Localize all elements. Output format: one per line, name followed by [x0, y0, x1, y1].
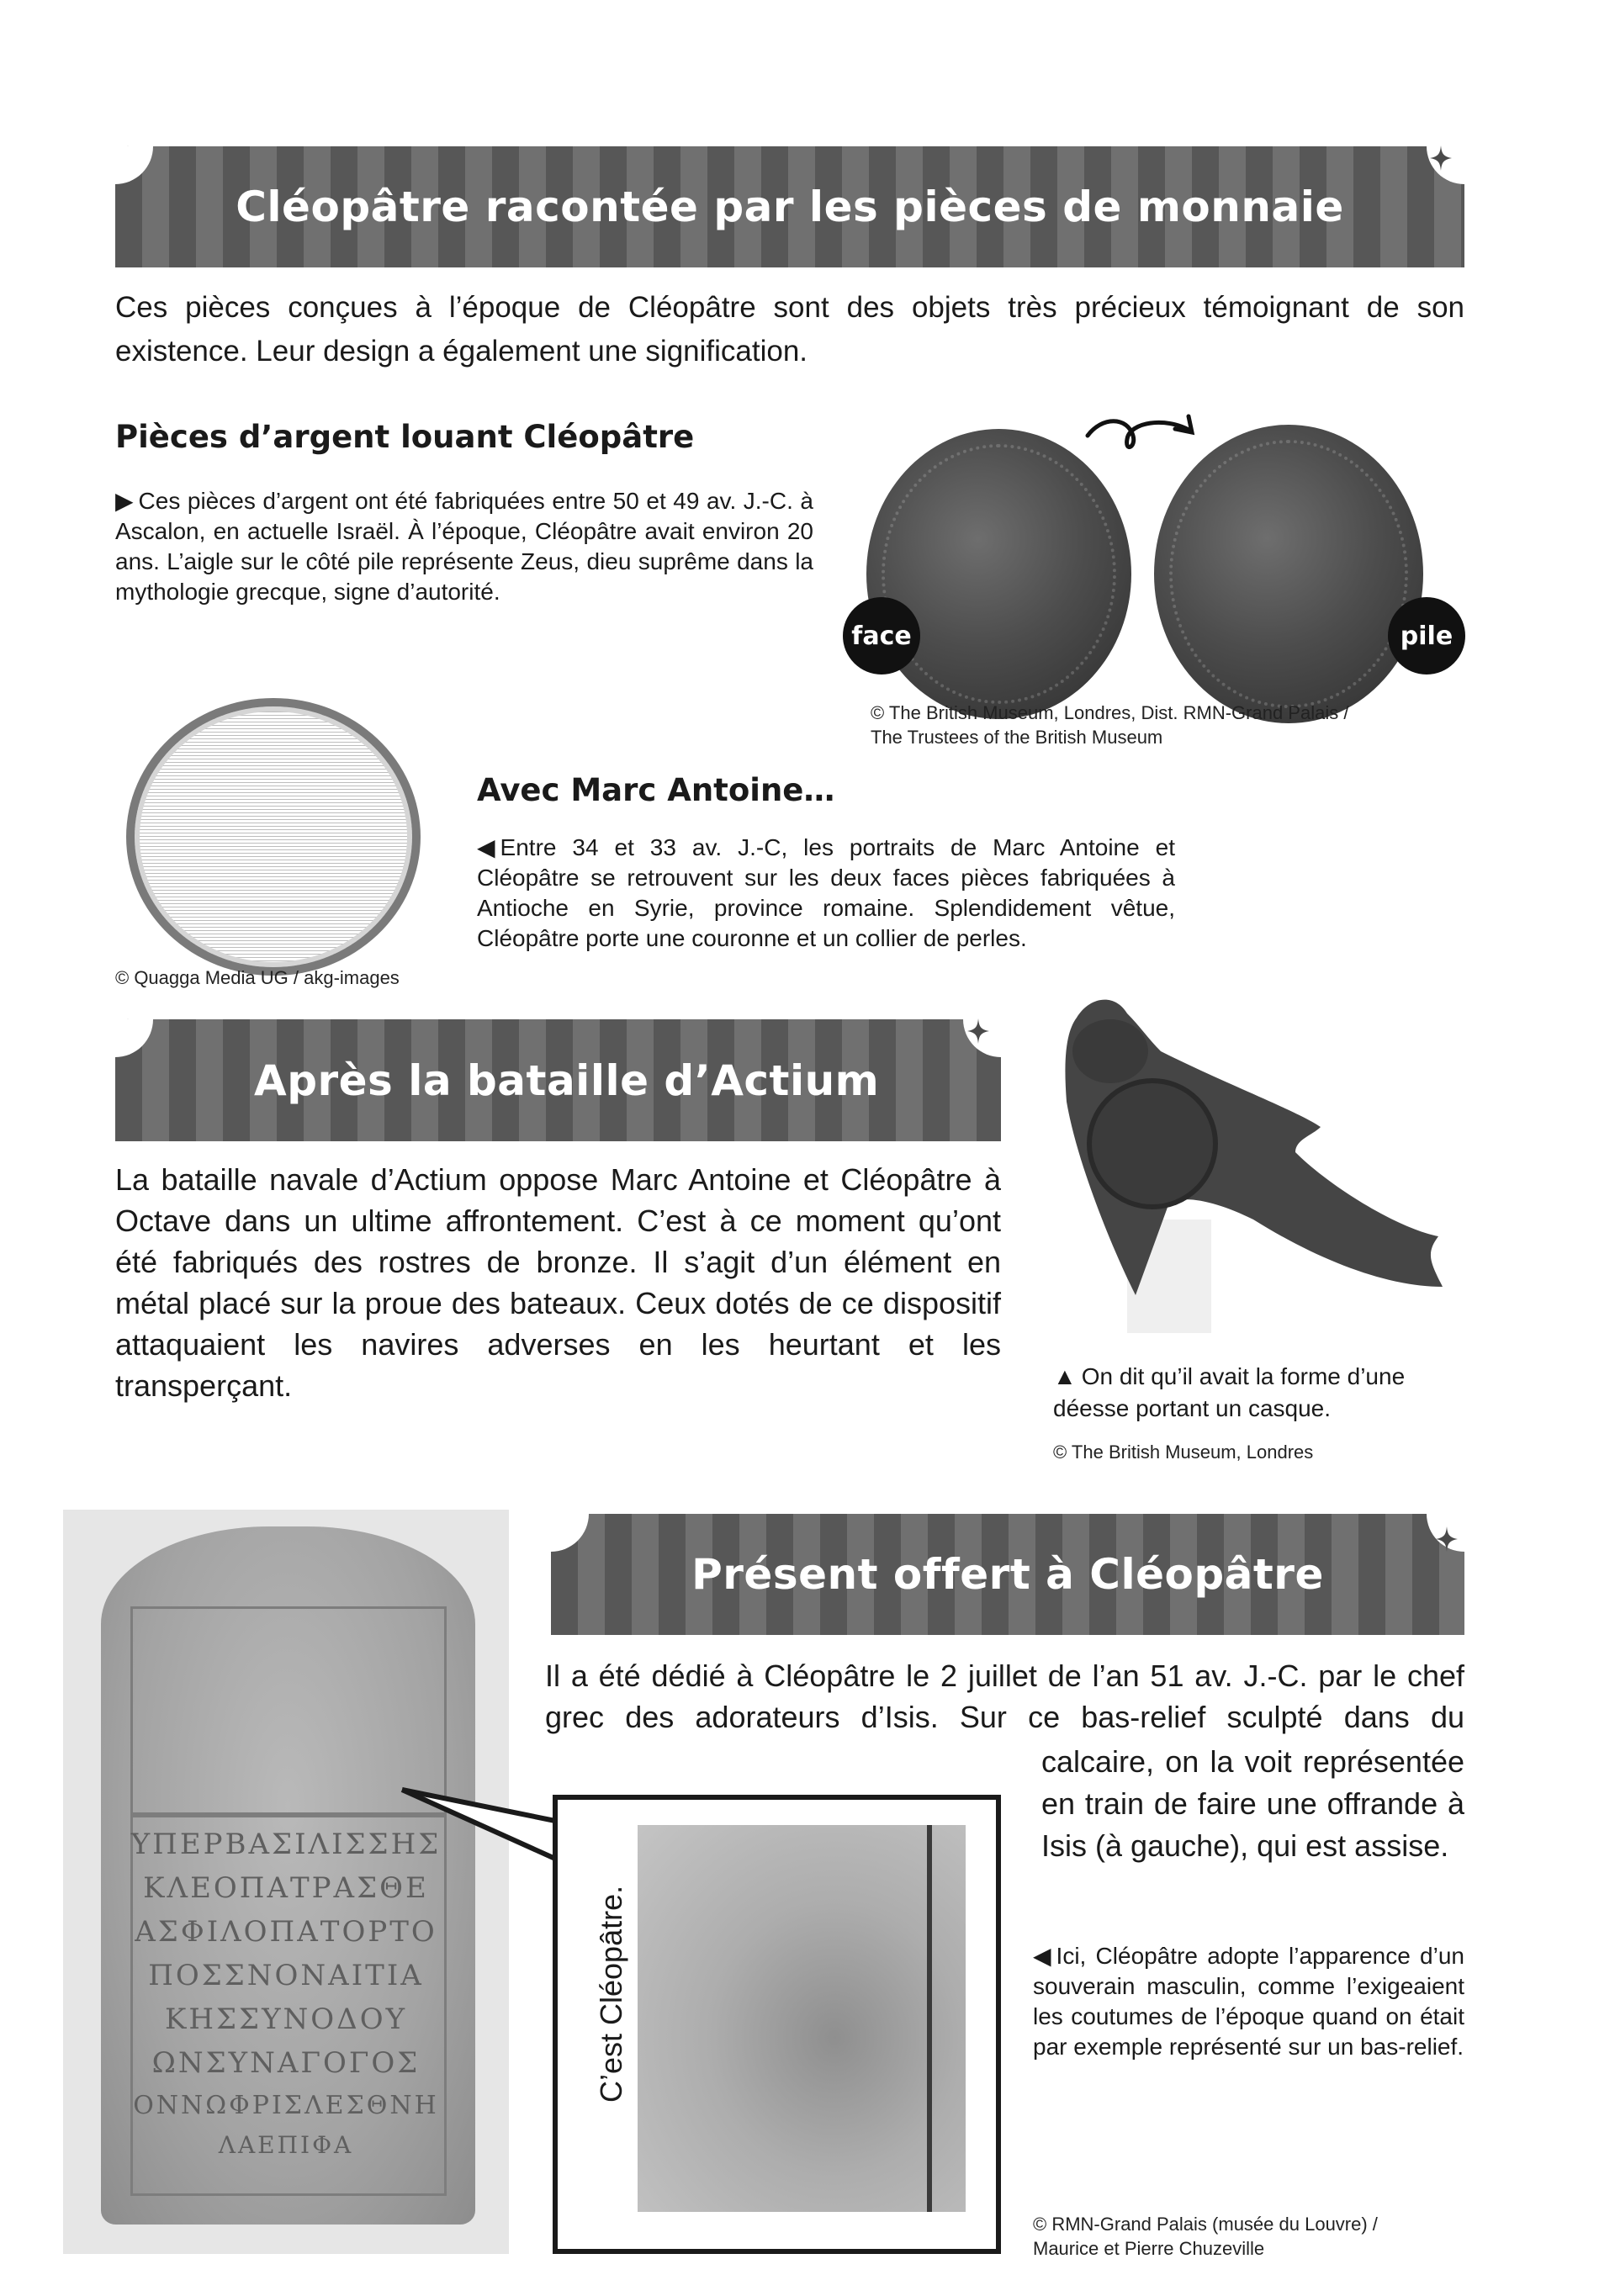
stele-image — [101, 1526, 475, 2225]
gift-description-part1: Il a été dédié à Cléopâtre le 2 juillet de l’an 51 av. J.-C. par le chef grec des adorateurs d’Isis. Sur ce bas-relief sculpté dans du — [545, 1659, 1464, 1734]
face-badge: face — [843, 597, 920, 675]
stele-photo — [63, 1510, 509, 2254]
gift-note: ◀ Ici, Cléopâtre adopte l’apparence d’un souverain masculin, comme l’exigeaient les coutumes de l’époque quand on était par exemple représenté sur un bas-relief. — [1033, 1943, 1464, 2060]
engraving-credit: © Quagga Media UG / akg-images — [115, 967, 400, 988]
rostrum-credit: © The British Museum, Londres — [1053, 1442, 1314, 1463]
sparkle-icon — [967, 1018, 989, 1044]
section-banner-gift — [551, 1514, 1464, 1635]
sparkle-icon — [1430, 145, 1452, 171]
triangle-left-icon: ◀ — [477, 834, 495, 860]
silver-coins-description: ▶ Ces pièces d’argent ont été fabriquées entre 50 et 49 av. J.-C. à Ascalon, en actuelle Israël. À l’époque, Cléopâtre avait environ 20 ans. L’aigle sur le côté pile représente Zeus, dieu suprême dans la mythologie grecque, signe d’autorité. — [115, 488, 813, 605]
coins-credit: © The British Museum, Londres, Dist. RMN-Grand Palais / The Trustees of the British Museum — [871, 702, 1349, 748]
triangle-up-icon: ▲ — [1053, 1363, 1077, 1389]
coin-pile-image — [1154, 425, 1423, 723]
triangle-left-icon: ◀ — [1033, 1943, 1051, 1969]
section-title: Présent offert à Cléopâtre — [691, 1550, 1324, 1599]
sparkle-icon — [1436, 1526, 1458, 1552]
rostrum-caption: ▲ On dit qu’il avait la forme d’une déesse portant un casque. — [1053, 1361, 1474, 1425]
section-title: Après la bataille d’Actium — [254, 1055, 880, 1105]
stele-inscription: ΥΠΕΡΒΑΣΙΛΙΣΣΗΣ ΚΛΕΟΠΑΤΡΑΣΘΕ ΑΣΦΙΛΟΠΑΤΟΡΤΟ ΠΟΣΣΝΟΝΑΙΤΙΑ ΚΗΣΣΥΝΟΔΟΥ ΩΝΣΥΝΑΓΟΓΟΣ ΟΝΝΩΦΡΙΣΛΕΣΘΝΗ ΛΑΕΠΙΦΑ — [130, 1828, 442, 2159]
section-banner-actium — [115, 1019, 1001, 1141]
engraved-coin-image — [126, 698, 421, 976]
bubble-label: C’est Cléopâtre. — [594, 1885, 628, 2103]
bronze-rostrum-image — [1043, 992, 1480, 1362]
pile-badge: pile — [1388, 597, 1465, 675]
speech-bubble-pointer — [395, 1775, 564, 1875]
section-banner-coins — [115, 146, 1464, 267]
triangle-right-icon: ▶ — [115, 488, 134, 514]
coin-face-image — [866, 429, 1131, 719]
bas-relief-detail-image — [638, 1825, 966, 2212]
subheading-marc-antoine: Avec Marc Antoine… — [477, 772, 835, 808]
subheading-silver-coins: Pièces d’argent louant Cléopâtre — [115, 419, 695, 455]
gift-description-part2: calcaire, on la voit représentée en train de faire une offrande à Isis (à gauche), qui est assise. — [1041, 1744, 1464, 1863]
marc-antoine-description: ◀ Entre 34 et 33 av. J.-C, les portraits de Marc Antoine et Cléopâtre se retrouvent sur les deux faces pièces fabriquées à Antioche en Syrie, province romaine. Splendidement vêtue, Cléopâtre porte une couronne et un collier de perles. — [477, 834, 1175, 951]
flip-arrow-icon — [1081, 412, 1207, 458]
gift-credit: © RMN-Grand Palais (musée du Louvre) / Maurice et Pierre Chuzeville — [1033, 2214, 1378, 2259]
section-title: Cléopâtre racontée par les pièces de monnaie — [236, 183, 1344, 231]
actium-description: La bataille navale d’Actium oppose Marc Antoine et Cléopâtre à Octave dans un ultime affrontement. C’est à ce moment qu’ont été fabriqués des rostres de bronze. Il s’agit d’un élément en métal placé sur la proue des bateaux. Ceux dotés de ce dispositif attaquaient les navires adverses en les heurtant et les transperçant. — [115, 1162, 1001, 1403]
section-intro: Ces pièces conçues à l’époque de Cléopâtre sont des objets très précieux témoignant de son existence. Leur design a également une signification. — [115, 291, 1464, 368]
